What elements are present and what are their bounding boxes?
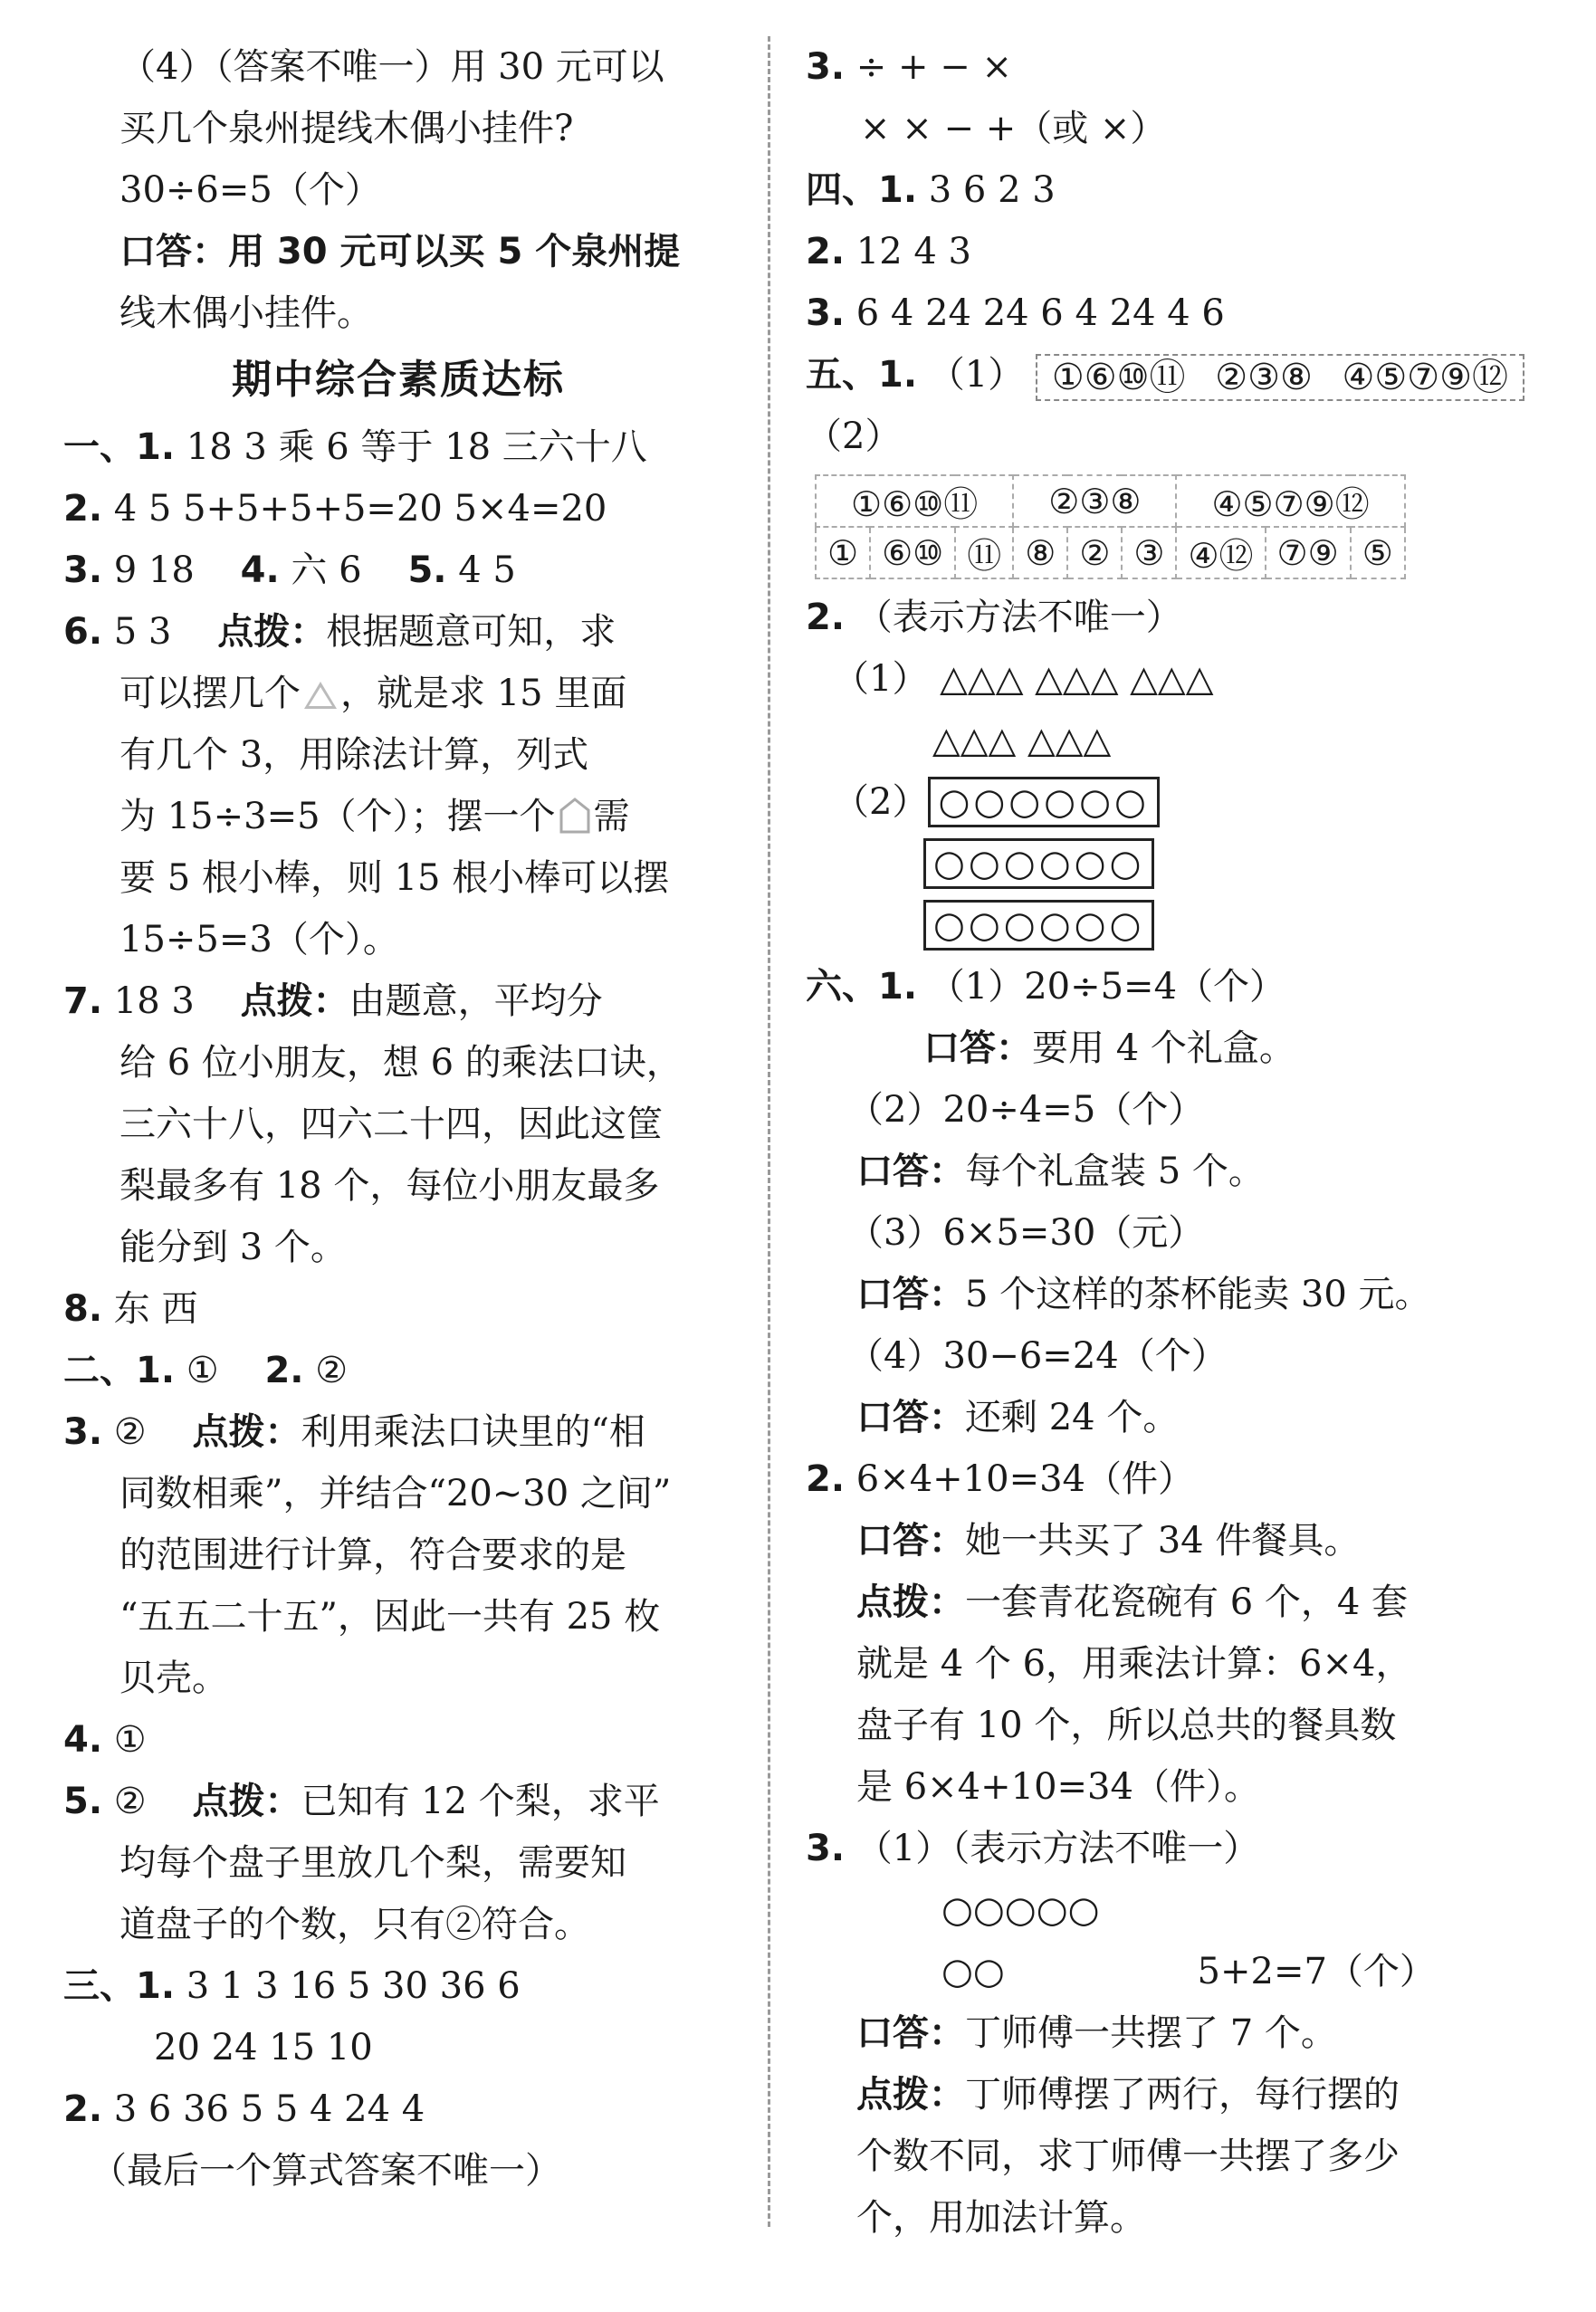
answer-label: 口答：用 30 元可以买 5 个泉州提 — [119, 231, 681, 272]
answer-line — [806, 1264, 1548, 1325]
group-cell: ①⑥⑩⑪ — [1051, 357, 1186, 398]
hint-text: 需 — [593, 796, 630, 837]
item-number: 3. — [806, 1828, 846, 1869]
table-row — [816, 475, 1405, 527]
item-number: 一、1. — [63, 426, 176, 468]
table-cell: ⑦⑨ — [1266, 527, 1351, 578]
hint-line: 给 6 位小朋友，想 6 的乘法口诀， — [119, 1042, 683, 1084]
answer-line — [806, 2002, 1548, 2064]
circle-box: ○○○○○○ — [923, 900, 1154, 951]
hint-text: 根据题意可知，求 — [326, 611, 616, 653]
table-cell: ⑪ — [955, 527, 1013, 578]
item-number: 8. — [63, 1288, 103, 1330]
item-number: 6. — [63, 611, 103, 653]
grouping-table — [815, 474, 1406, 579]
answer-line — [806, 282, 1548, 344]
table-cell: ② — [1067, 527, 1122, 578]
item-number: 2. — [806, 597, 846, 638]
answer-label: 口答： — [856, 2012, 965, 2054]
item-number: 7. — [63, 980, 103, 1022]
table-cell: ⑧ — [1013, 527, 1067, 578]
hint-line: 个，用加法计算。 — [856, 2197, 1146, 2239]
answer-line — [806, 1017, 1548, 1079]
item-number: 3. — [63, 1411, 103, 1453]
answer-line — [806, 344, 1548, 406]
hint-line: 要 5 根小棒，则 15 根小棒可以摆 — [119, 857, 670, 899]
table-cell: ⑤ — [1351, 527, 1405, 578]
item-number: 2. — [264, 1350, 304, 1391]
text-line: 买几个泉州提线木偶小挂件? — [119, 108, 574, 149]
hint-line: 道盘子的个数，只有②符合。 — [119, 1904, 590, 1945]
answer-text: 3 6 2 3 — [928, 169, 1056, 211]
answer-text: ② — [113, 1411, 147, 1453]
hint-line: 梨最多有 18 个，每位小朋友最多 — [119, 1165, 660, 1207]
answer-text: ② — [315, 1350, 349, 1391]
circle-box: ○○○○○○ — [923, 838, 1154, 889]
item-number: 3. — [806, 292, 846, 334]
answer-label: 口答： — [923, 1027, 1032, 1069]
answer-line: （3）6×5=30（元） — [847, 1212, 1205, 1254]
answer-text: 5 个这样的茶杯能卖 30 元。 — [965, 1274, 1431, 1315]
item-number: 六、1. — [806, 966, 918, 1008]
answer-text: ② — [113, 1781, 147, 1822]
item-number: 四、1. — [806, 169, 918, 211]
table-cell: ④⑤⑦⑨⑫ — [1176, 475, 1404, 527]
answer-line — [63, 1955, 733, 2017]
hint-line: 15÷5=3（个）。 — [119, 919, 399, 960]
triangles: △△△ △△△ — [932, 720, 1112, 761]
answer-line — [63, 1709, 733, 1771]
answer-text: 4 5 5+5+5+5=20 5×4=20 — [113, 488, 607, 530]
answer-text: （1） — [928, 354, 1025, 396]
answer-line — [806, 894, 1548, 956]
answer-text: 18 3 — [113, 980, 195, 1022]
answer-line — [63, 1340, 733, 1401]
circles-row — [806, 1941, 1548, 2002]
hint-line: 同数相乘”，并结合“20~30 之间” — [119, 1473, 672, 1514]
hint-label: 点拨： — [856, 1581, 965, 1623]
answer-text: 6×4+10=34（件） — [855, 1458, 1194, 1500]
answer-text: （1）20÷5=4（个） — [928, 966, 1286, 1008]
answer-text: （1） — [833, 658, 929, 700]
answer-line — [806, 1448, 1548, 1510]
note-line: （最后一个算式答案不唯一） — [91, 2150, 561, 2192]
text-line: 30÷6=5（个） — [119, 169, 381, 211]
item-number: 2. — [806, 231, 846, 272]
hint-line: “五五二十五”，因此一共有 25 枚 — [119, 1596, 661, 1638]
answer-line — [806, 648, 1548, 710]
answer-text: 4 5 — [458, 549, 516, 591]
house-shape-icon — [559, 798, 590, 834]
hint-label: 点拨： — [856, 2074, 965, 2116]
column-divider — [768, 36, 770, 2227]
answer-line — [63, 478, 733, 540]
hint-label: 点拨： — [217, 611, 327, 653]
hint-text: 丁师傅摆了两行，每行摆的 — [965, 2074, 1400, 2116]
answer-line — [806, 587, 1548, 648]
hint-text: 可以摆几个 — [119, 673, 301, 714]
answer-line — [63, 2078, 733, 2140]
answer-line — [806, 956, 1548, 1017]
hint-line: 贝壳。 — [119, 1658, 228, 1699]
answer-text: 东 西 — [113, 1288, 198, 1330]
answer-label: 口答： — [856, 1274, 965, 1315]
answer-text: 还剩 24 个。 — [965, 1397, 1180, 1438]
table-cell: ③ — [1122, 527, 1176, 578]
answer-text: ① — [113, 1719, 147, 1761]
hint-line: 的范围进行计算，符合要求的是 — [119, 1534, 626, 1576]
answer-text: 6 4 24 24 6 4 24 4 6 — [855, 292, 1225, 334]
left-column — [63, 36, 733, 2202]
table-row — [816, 527, 1405, 578]
hint-line — [63, 786, 733, 847]
group-cell: ②③⑧ — [1215, 357, 1313, 398]
answer-line — [806, 1141, 1548, 1202]
item-number: 2. — [63, 488, 103, 530]
answer-line — [63, 540, 733, 601]
hint-line: 三六十八，四六二十四，因此这筐 — [119, 1103, 663, 1145]
hint-line: 就是 4 个 6，用乘法计算：6×4， — [856, 1643, 1412, 1685]
hint-line: 个数不同，求丁师傅一共摆了多少 — [856, 2135, 1400, 2177]
grouping-box — [1036, 354, 1524, 401]
right-column — [806, 36, 1548, 2249]
answer-text: 12 4 3 — [855, 231, 971, 272]
answer-line — [806, 36, 1548, 98]
answer-text: 3 1 3 16 5 30 36 6 — [186, 1965, 521, 2007]
hint-text: 已知有 12 个梨，求平 — [301, 1781, 660, 1822]
table-cell: ⑥⑩ — [870, 527, 955, 578]
answer-line — [63, 1771, 733, 1832]
text-line: 线木偶小挂件。 — [119, 292, 373, 334]
answer-label: 口答： — [856, 1397, 965, 1438]
answer-text: （2） — [833, 781, 929, 823]
answer-line: （2）20÷4=5（个） — [847, 1089, 1205, 1131]
hint-text: 为 15÷3=5（个）；摆一个 — [119, 796, 556, 837]
circles-row: ○○○○○ — [941, 1889, 1100, 1931]
answer-line — [806, 1818, 1548, 1879]
hint-line: 均每个盘子里放几个梨，需要知 — [119, 1842, 626, 1884]
item-number: 3. — [806, 46, 846, 88]
item-number: 4. — [240, 549, 280, 591]
hint-text: 由题意，平均分 — [349, 980, 603, 1022]
item-number: 2. — [63, 2088, 103, 2130]
answer-line — [63, 416, 733, 478]
hint-text: 利用乘法口诀里的“相 — [301, 1411, 645, 1453]
hint-line: 是 6×4+10=34（件）。 — [856, 1766, 1260, 1808]
answer-line — [806, 1510, 1548, 1572]
hint-line: 盘子有 10 个，所以总共的餐具数 — [856, 1705, 1397, 1746]
answer-text: 5 3 — [113, 611, 172, 653]
circles: ○○ — [941, 1951, 1005, 1992]
answer-line — [63, 1278, 733, 1340]
answer-line — [806, 771, 1548, 833]
item-number: 五、1. — [806, 354, 918, 396]
equation: 5+2=7（个） — [1197, 1951, 1436, 1992]
answer-line: 20 24 15 10 — [154, 2027, 373, 2068]
answer-text: ① — [186, 1350, 219, 1391]
answer-line — [806, 221, 1548, 282]
table-cell: ②③⑧ — [1013, 475, 1176, 527]
text-line: （4）（答案不唯一）用 30 元可以 — [119, 46, 664, 88]
answer-text: 她一共买了 34 件餐具。 — [965, 1520, 1361, 1562]
answer-text: 9 18 — [113, 549, 195, 591]
group-cell: ④⑤⑦⑨⑫ — [1342, 357, 1508, 398]
hint-label: 点拨： — [192, 1411, 301, 1453]
answer-text: ÷ + − × — [855, 46, 1012, 88]
section-heading: 期中综合素质达标 — [232, 357, 565, 403]
answer-text: 六 6 — [291, 549, 362, 591]
hint-line: 能分到 3 个。 — [119, 1227, 347, 1268]
answer-text: 3 6 36 5 5 4 24 4 — [113, 2088, 425, 2130]
answer-line — [63, 970, 733, 1032]
hint-text: 一套青花瓷碗有 6 个，4 套 — [965, 1581, 1409, 1623]
hint-text: ，就是求 15 里面 — [340, 673, 627, 714]
answer-line — [806, 159, 1548, 221]
answer-label: 口答： — [856, 1520, 965, 1562]
text-line — [63, 221, 733, 282]
item-number: 2. — [806, 1458, 846, 1500]
answer-line — [63, 601, 733, 663]
item-number: 二、1. — [63, 1350, 176, 1391]
hint-label: 点拨： — [192, 1781, 301, 1822]
answer-label: 口答： — [856, 1151, 965, 1192]
hint-line — [806, 1572, 1548, 1633]
answer-line: （4）30−6=24（个） — [847, 1335, 1228, 1377]
table-cell: ① — [816, 527, 870, 578]
answer-line — [806, 1387, 1548, 1448]
item-number: 5. — [63, 1781, 103, 1822]
hint-label: 点拨： — [240, 980, 349, 1022]
hint-line — [63, 663, 733, 724]
answer-line — [63, 1401, 733, 1463]
answer-text: 每个礼盒装 5 个。 — [965, 1151, 1265, 1192]
answer-line: × × − +（或 ×） — [860, 108, 1167, 149]
table-cell: ④⑫ — [1176, 527, 1265, 578]
hint-line — [806, 2064, 1548, 2126]
answer-text: 要用 4 个礼盒。 — [1032, 1027, 1295, 1069]
answer-text: 18 3 乘 6 等于 18 三六十八 — [186, 426, 647, 468]
hint-line: 有几个 3，用除法计算，列式 — [119, 734, 589, 776]
item-number: 三、1. — [63, 1965, 176, 2007]
answer-text: （表示方法不唯一） — [855, 597, 1182, 638]
item-number: 5. — [407, 549, 447, 591]
item-number: 3. — [63, 549, 103, 591]
item-number: 4. — [63, 1719, 103, 1761]
answer-line: （2） — [806, 416, 902, 457]
table-cell: ①⑥⑩⑪ — [816, 475, 1013, 527]
answer-text: （1）（表示方法不唯一） — [855, 1828, 1260, 1869]
answer-line — [806, 833, 1548, 894]
triangle-icon — [304, 682, 337, 709]
circle-box: ○○○○○○ — [928, 777, 1159, 827]
answer-text: 丁师傅一共摆了 7 个。 — [965, 2012, 1337, 2054]
triangles: △△△ △△△ △△△ — [940, 658, 1214, 700]
